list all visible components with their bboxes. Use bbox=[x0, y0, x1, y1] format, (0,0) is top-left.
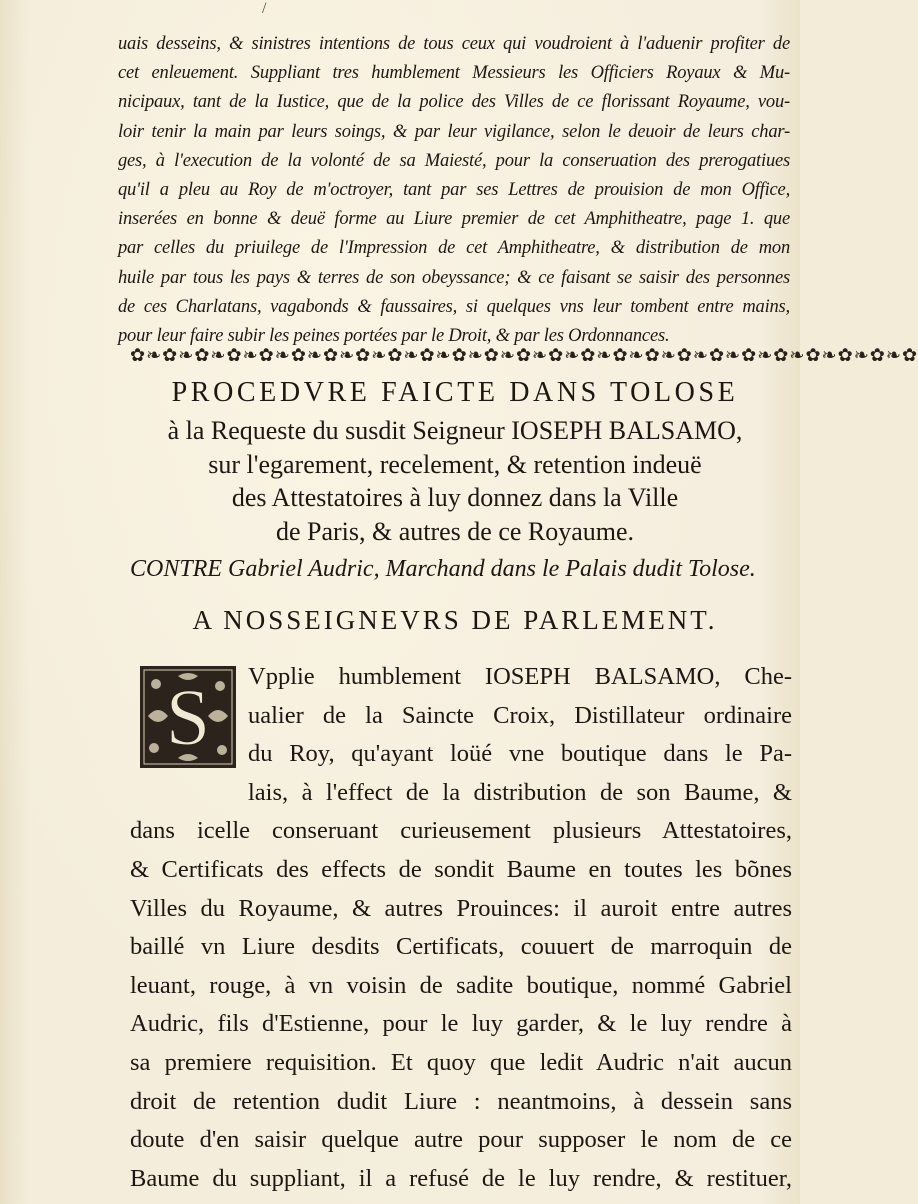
italic-line: cet enleuement. Suppliant tres humblement Messieurs les Officiers Royaux & Mu- bbox=[118, 63, 790, 84]
body-line: Vpplie humblement IOSEPH BALSAMO, Che- bbox=[248, 663, 792, 690]
petition-body bbox=[130, 658, 792, 1198]
body-line: leuant, rouge, à vn voisin de sadite boutique, nommé Gabriel bbox=[130, 971, 792, 999]
subtitle-line: des Attestatoires à luy donnez dans la Ville bbox=[231, 483, 679, 512]
contre-line: CONTRE Gabriel Audric, Marchand dans le Palais dudit Tolose. bbox=[130, 556, 756, 582]
italic-line: par celles du priuilege de l'Impression de cet Amphitheatre, & distribution de mon bbox=[118, 238, 790, 259]
body-line: baillé vn Liure desdits Certificats, couuert de marroquin de bbox=[130, 933, 792, 961]
body-line: sa premiere requisition. Et quoy que ledit Audric n'ait aucun bbox=[130, 1048, 792, 1076]
body-line: du Roy, qu'ayant loüé vne boutique dans le Pa- bbox=[248, 740, 792, 768]
body-line: dans icelle conseruant curieusement plusieurs Attestatoires, bbox=[130, 817, 792, 845]
procedure-subtitle bbox=[110, 414, 800, 548]
italic-line: ges, à l'execution de la volonté de sa Maiesté, pour la conseruation des prerogatiues bbox=[118, 150, 790, 171]
address-heading: A NOSSEIGNEVRS DE PARLEMENT. bbox=[192, 605, 718, 635]
subtitle-line: sur l'egarement, recelement, & retention indeuë bbox=[208, 449, 702, 479]
margin-mark: / bbox=[262, 0, 267, 17]
body-line: Baume du suppliant, il a refusé de le luy rendre, & restituer, bbox=[130, 1164, 792, 1192]
subtitle-line: de Paris, & autres de ce Royaume. bbox=[275, 516, 635, 546]
procedure-title: PROCEDVRE FAICTE DANS TOLOSE bbox=[171, 377, 739, 408]
italic-line: uais desseins, & sinistres intentions de tous ceux qui voudroient à l'aduenir profiter de bbox=[118, 34, 790, 54]
dropcap-letter: S bbox=[165, 674, 211, 762]
italic-line: nicipaux, tant de la Iustice, que de la police des Villes de ce florissant Royaume, vou- bbox=[118, 92, 790, 113]
body-line: & Certificats des effects de sondit Baume en toutes les bõnes bbox=[130, 855, 792, 883]
subtitle-line: à la Requeste du susdit Seigneur IOSEPH BALSAMO, bbox=[167, 416, 743, 445]
body-line: Audric, fils d'Estienne, pour le luy garder, & le luy rendre à bbox=[130, 1010, 792, 1038]
italic-paragraph bbox=[118, 30, 790, 351]
body-line: droit de retention dudit Liure : neantmoins, à dessein sans bbox=[130, 1087, 792, 1115]
italic-line: qu'il a pleu au Roy de m'octroyer, tant par ses Lettres de prouision de mon Office, bbox=[118, 180, 790, 201]
body-line: doute d'en saisir quelque autre pour supposer le nom de ce bbox=[130, 1126, 792, 1154]
italic-line: huile par tous les pays & terres de son obeyssance; & ce faisant se saisir des personnes bbox=[118, 267, 790, 288]
body-line: Villes du Royaume, & autres Prouinces: il auroit entre autres bbox=[130, 894, 792, 922]
body-line: ualier de la Saincte Croix, Distillateur ordinaire bbox=[248, 701, 792, 729]
body-line: lais, à l'effect de la distribution de son Baume, & bbox=[248, 778, 792, 806]
ornament-rule: ✿❧✿❧✿❧✿❧✿❧✿❧✿❧✿❧✿❧✿❧✿❧✿❧✿❧✿❧✿❧✿❧✿❧✿❧✿❧✿❧✿❧✿❧✿❧✿❧✿ bbox=[130, 345, 918, 365]
italic-line: inserées en bonne & deuë forme au Liure premier de cet Amphitheatre, page 1. que bbox=[118, 209, 790, 230]
italic-line: de ces Charlatans, vagabonds & faussaires, si quelques vns leur tombent entre mains, bbox=[118, 296, 790, 317]
italic-line: loir tenir la main par leurs soings, & par leur vigilance, selon le deuoir de leurs char- bbox=[118, 121, 790, 142]
italic-line: pour leur faire subir les peines portées par le Droit, & par les Ordonnances. bbox=[118, 326, 670, 347]
